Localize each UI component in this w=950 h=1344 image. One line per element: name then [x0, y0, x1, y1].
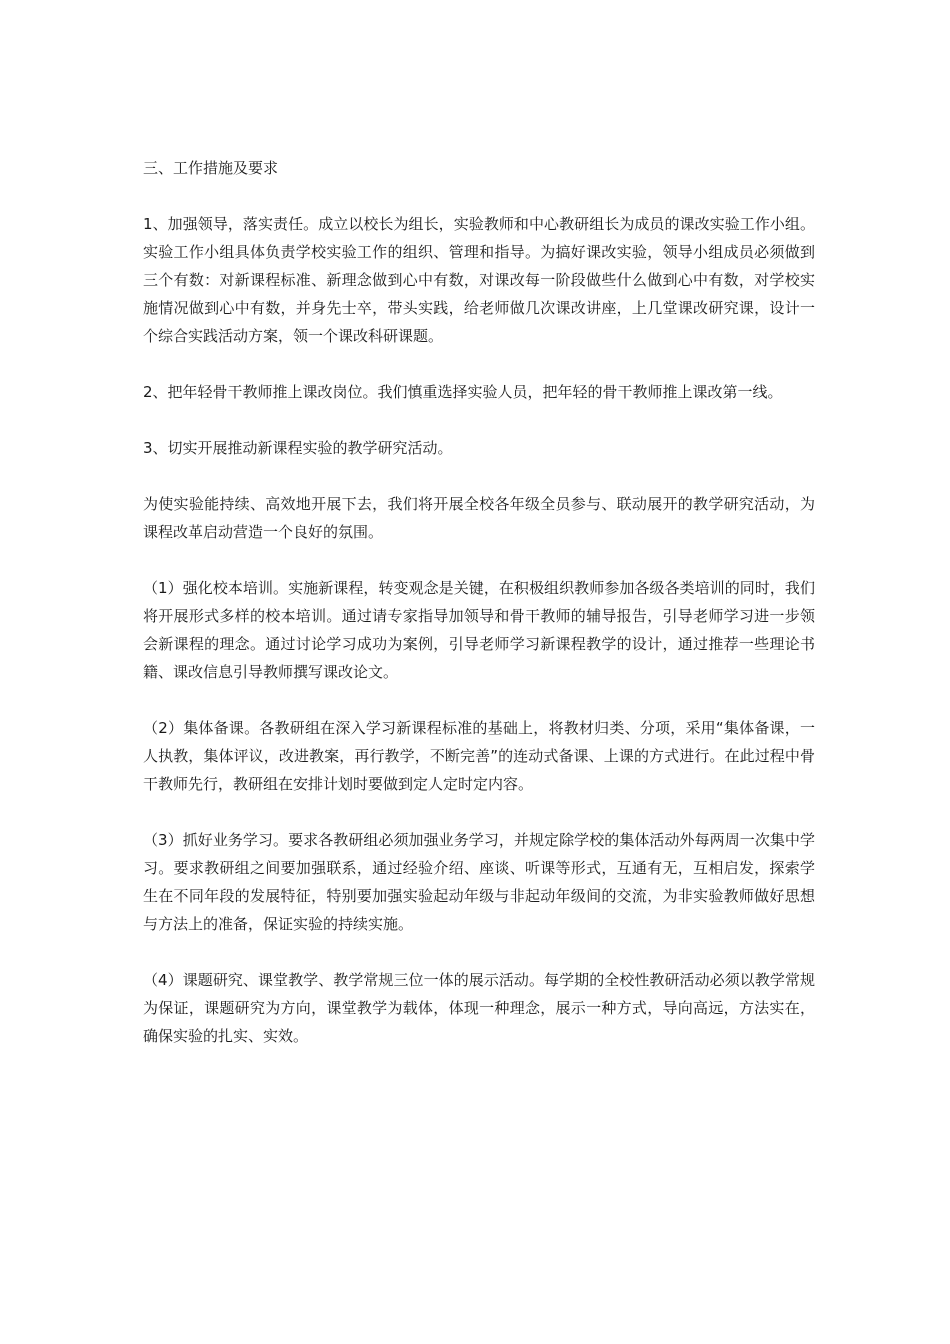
paragraph-6: （2）集体备课。各教研组在深入学习新课程标准的基础上，将教材归类、分项，采用“集体备课，一人执教，集体评议，改进教案，再行教学，不断完善”的连动式备课、上课的方式进行。在此过程中骨干教师先行，教研组在安排计划时要做到定人定时定内容。	[143, 719, 815, 793]
paragraph-5: （1）强化校本培训。实施新课程，转变观念是关键，在积极组织教师参加各级各类培训的同时，我们将开展形式多样的校本培训。通过请专家指导加领导和骨干教师的辅导报告，引导老师学习进一步领会新课程的理念。通过讨论学习成功为案例，引导老师学习新课程教学的设计，通过推荐一些理论书籍、课改信息引导教师撰写课改论文。	[143, 579, 815, 681]
paragraph-3: 3、切实开展推动新课程实验的教学研究活动。	[143, 439, 453, 457]
paragraph-7: （3）抓好业务学习。要求各教研组必须加强业务学习，并规定除学校的集体活动外每两周一次集中学习。要求教研组之间要加强联系，通过经验介绍、座谈、听课等形式，互通有无，互相启发，探索学生在不同年段的发展特征，特别要加强实验起动年级与非起动年级间的交流，为非实验教师做好思想与方法上的准备，保证实验的持续实施。	[143, 831, 815, 933]
paragraph-8: （4）课题研究、课堂教学、教学常规三位一体的展示活动。每学期的全校性教研活动必须以教学常规为保证，课题研究为方向，课堂教学为载体，体现一种理念，展示一种方式，导向高远，方法实在，确保实验的扎实、实效。	[143, 971, 815, 1045]
paragraph-4: 为使实验能持续、高效地开展下去，我们将开展全校各年级全员参与、联动展开的教学研究活动，为课程改革启动营造一个良好的氛围。	[143, 495, 815, 541]
section-heading: 三、工作措施及要求	[143, 159, 279, 177]
paragraph-1: 1、加强领导，落实责任。成立以校长为组长，实验教师和中心教研组长为成员的课改实验工作小组。实验工作小组具体负责学校实验工作的组织、管理和指导。为搞好课改实验，领导小组成员必须做到三个有数：对新课程标准、新理念做到心中有数，对课改每一阶段做些什么做到心中有数，对学校实施情况做到心中有数，并身先士卒，带头实践，给老师做几次课改讲座，上几堂课改研究课，设计一个综合实践活动方案，领一个课改科研课题。	[143, 215, 815, 345]
document-body	[143, 154, 815, 1078]
paragraph-2: 2、把年轻骨干教师推上课改岗位。我们慎重选择实验人员，把年轻的骨干教师推上课改第一线。	[143, 383, 783, 401]
